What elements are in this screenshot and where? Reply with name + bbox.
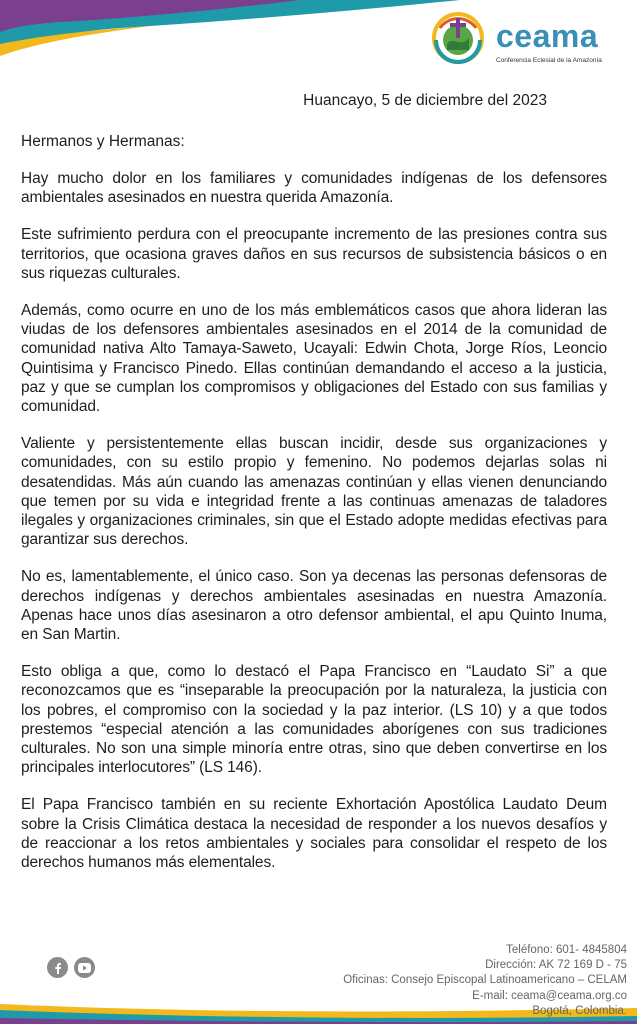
facebook-icon[interactable]: [47, 957, 68, 978]
letter-date: Huancayo, 5 de diciembre del 2023: [303, 92, 547, 109]
paragraph-3: Además, como ocurre en uno de los más emblemáticos casos que ahora lideran las viudas de los defensores ambientales asesinados en el 2014 de la comunidad de comunidad nativa Alto Tamaya-Saweto, Ucayali: Edwin Chota, Jorge Ríos, Leoncio Quintisima y Francisco Pinedo. Ellas continúan demandando el acceso a la justicia, paz y que se cumplan los compromisos y obligaciones del Estado con sus familias y comunidad.: [21, 302, 607, 416]
paragraph-1: Hay mucho dolor en los familiares y comunidades indígenas de los defensores ambientales asesinados en nuestra querida Amazonía.: [21, 170, 607, 207]
contact-info: [343, 943, 627, 1019]
paragraph-2: Este sufrimiento perdura con el preocupante incremento de las presiones contra sus territorios, que ocasiona graves daños en sus recursos de subsistencia básicos o en sus riquezas culturales.: [21, 226, 607, 282]
paragraph-4: Valiente y persistentemente ellas buscan incidir, desde sus organizaciones y comunidades, con su estilo propio y femenino. No podemos dejarlas solas ni desatendidas. Más aún cuando las amenazas continúan y ellas vienen denunciando que temen por su vida e integridad frente a las continuas amenazas de taladores ilegales y organizaciones criminales, sin que el Estado adopte medidas efectivas para garantizar sus derechos.: [21, 435, 607, 549]
org-full-name: Conferencia Eclesial de la Amazonía: [496, 57, 602, 64]
contact-email[interactable]: E-mail: ceama@ceama.org.co: [472, 989, 627, 1002]
paragraph-6: Esto obliga a que, como lo destacó el Papa Francisco en “Laudato Si” a que reconozcamos que es “inseparable la preocupación por la naturaleza, la justicia con los pobres, el compromiso con la sociedad y la paz interior. (LS 10) y a que todos prestemos “especial atención a las comunidades aborígenes con sus tradiciones culturales. No son una simple minoría entre otras, sino que deben convertirse en los principales interlocutores” (LS 146).: [21, 663, 607, 777]
greeting: Hermanos y Hermanas:: [21, 133, 185, 150]
contact-city: Bogotá, Colombia.: [532, 1004, 627, 1017]
youtube-icon[interactable]: [74, 957, 95, 978]
header-swoosh: [0, 0, 460, 80]
letter-body: [21, 133, 607, 890]
ceama-emblem-icon: [430, 10, 486, 66]
ceama-logo: [430, 10, 630, 70]
contact-offices: Oficinas: Consejo Episcopal Latinoamericano – CELAM: [343, 974, 627, 987]
org-short-name: ceama: [496, 18, 599, 54]
contact-phone: Teléfono: 601- 4845804: [506, 944, 627, 956]
paragraph-5: No es, lamentablemente, el único caso. Son ya decenas las personas defensoras de derechos indígenas y derechos ambientales asesinadas en nuestra Amazonía. Apenas hace unos días asesinaron a otro defensor ambiental, el apu Quinto Inuma, en San Martin.: [21, 568, 607, 644]
facebook-glyph-icon: [52, 962, 64, 974]
youtube-glyph-icon: [78, 963, 91, 973]
social-links: [47, 957, 95, 978]
paragraph-7: El Papa Francisco también en su reciente Exhortación Apostólica Laudato Deum sobre la Crisis Climática destaca la necesidad de responder a los nuevos desafíos y de reaccionar a los retos ambientales y sociales para consolidar el respeto de los derechos humanos más elementales.: [21, 796, 607, 872]
contact-address: Dirección: AK 72 169 D - 75: [485, 959, 627, 972]
